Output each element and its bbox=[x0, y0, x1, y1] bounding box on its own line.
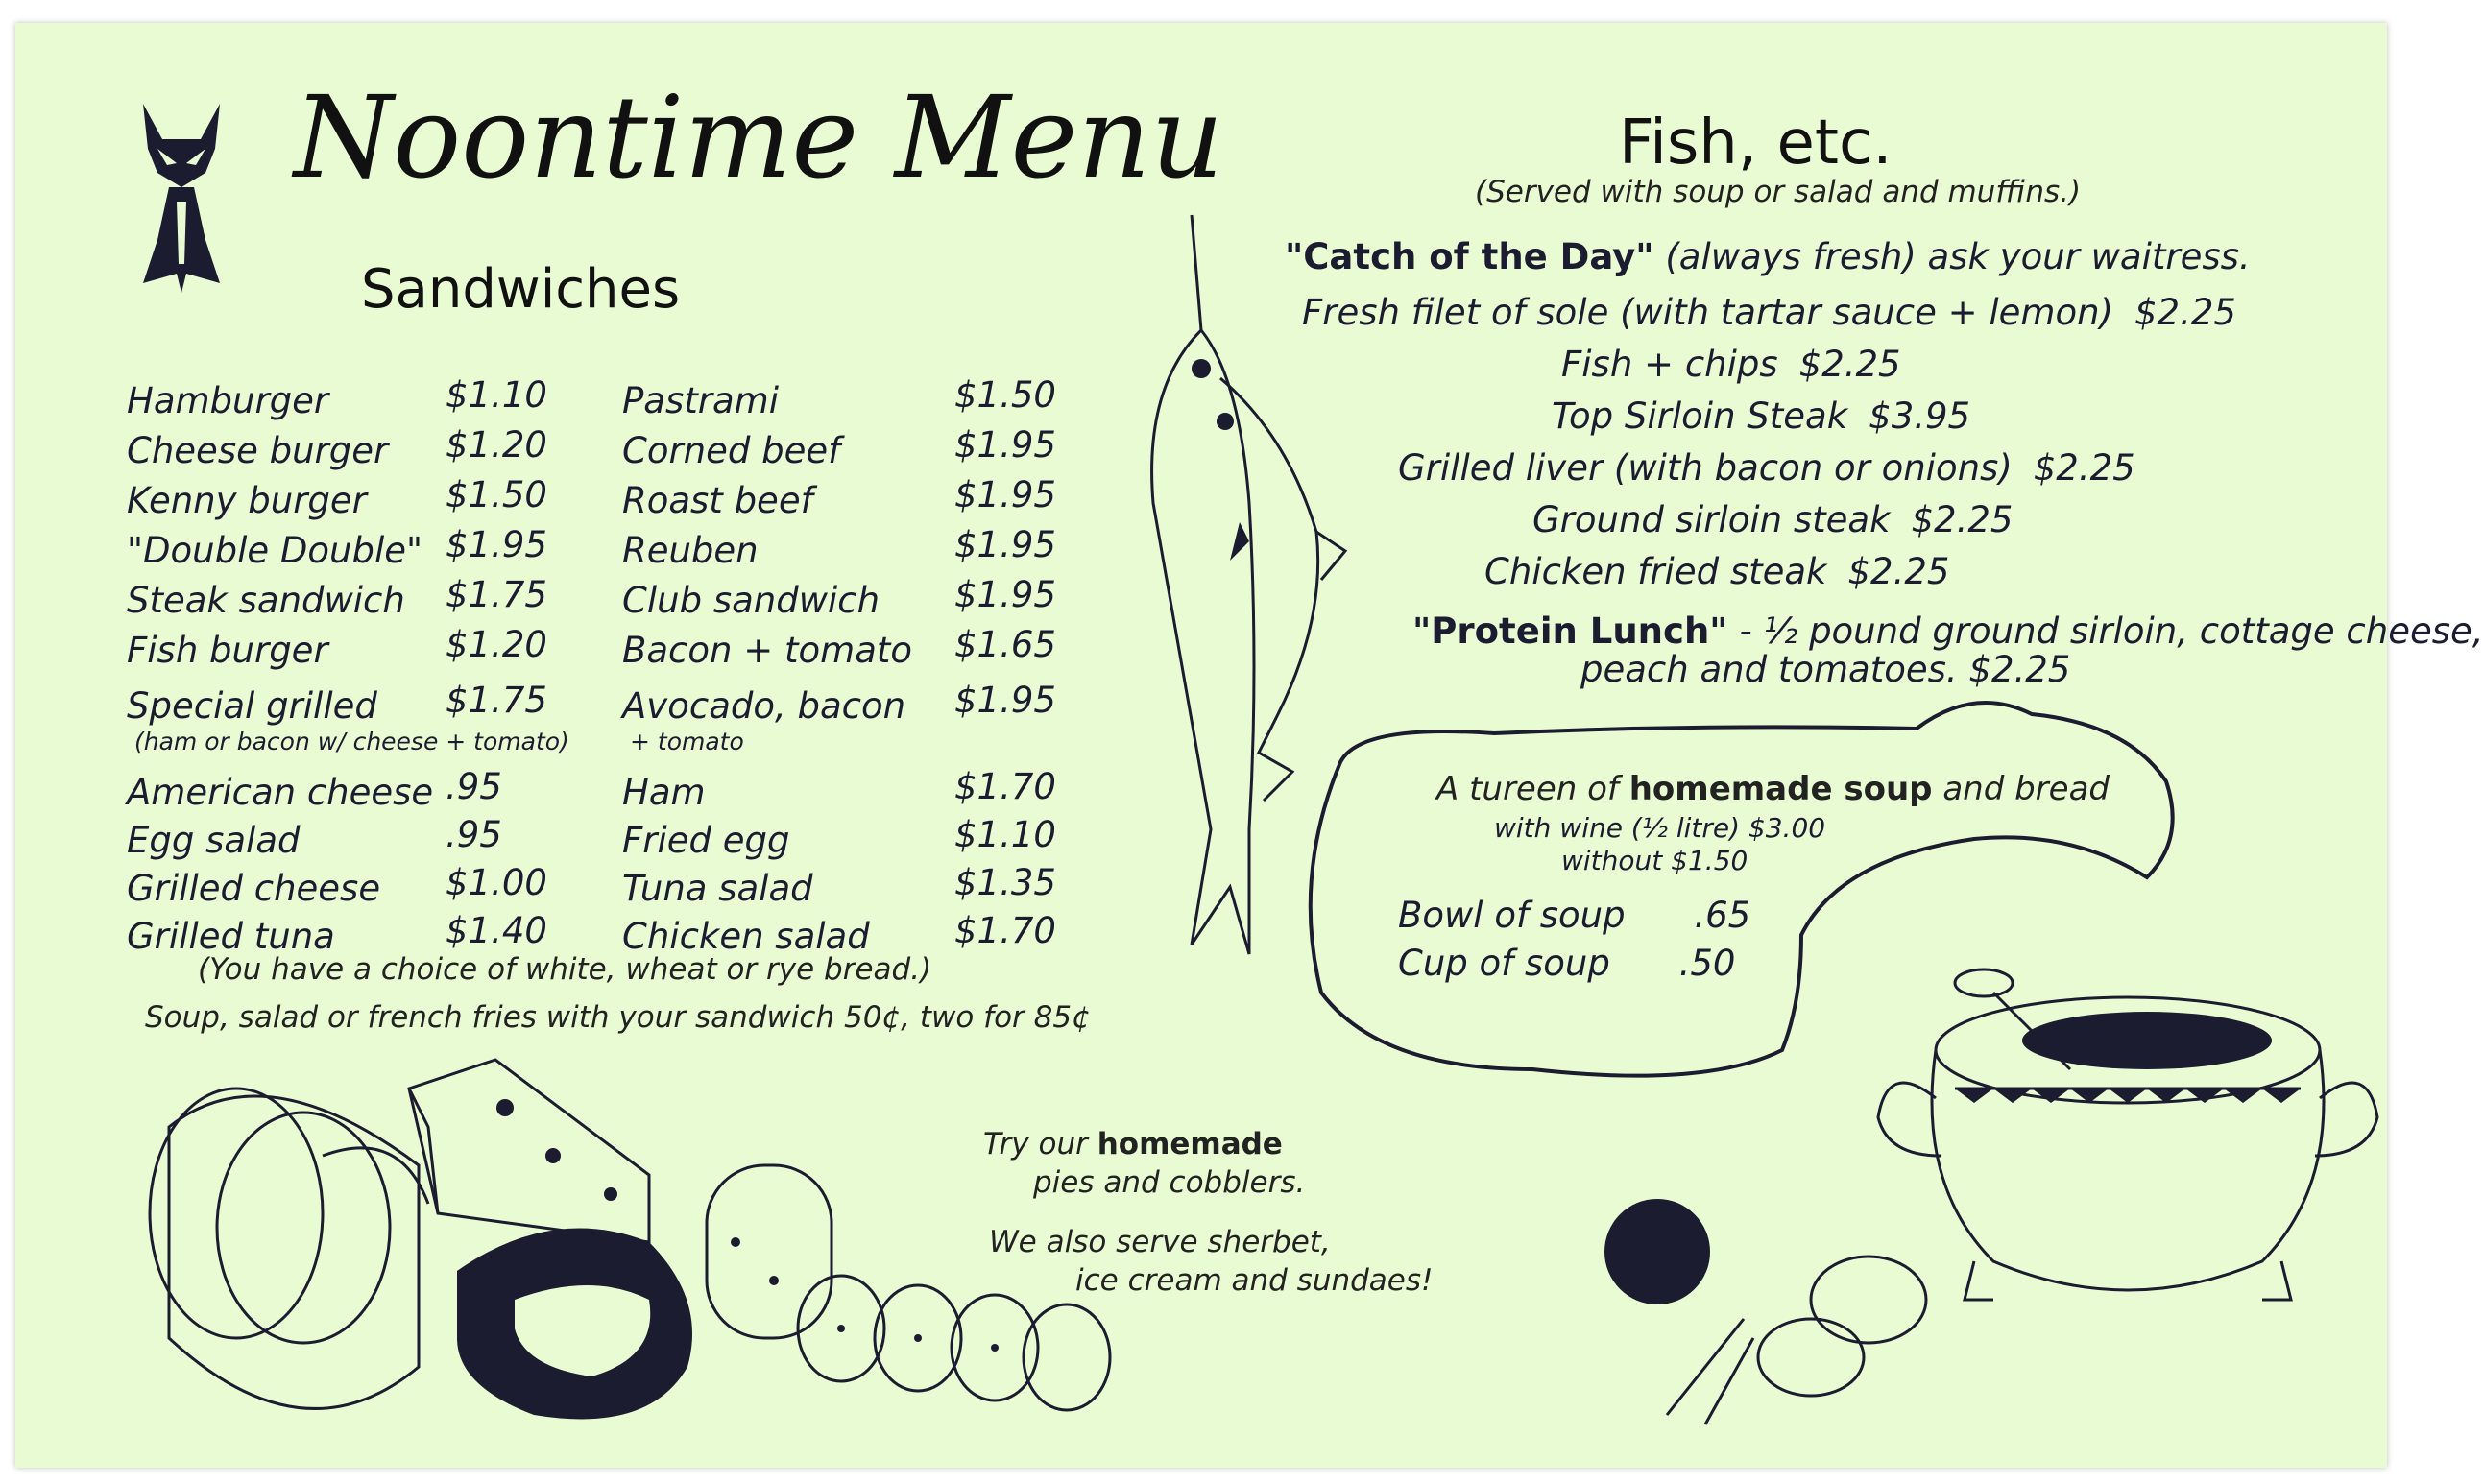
page-title: Noontime Menu bbox=[294, 71, 1224, 203]
sandwich-name: Hamburger bbox=[127, 380, 329, 421]
sandwich-name: Kenny burger bbox=[127, 480, 367, 521]
soup-tureen-illustration bbox=[1571, 935, 2349, 1444]
fish-item-name: Ground sirloin steak bbox=[1532, 499, 1891, 540]
fish-item-name: Top Sirloin Steak bbox=[1552, 395, 1848, 437]
sandwich-price: $1.20 bbox=[446, 624, 547, 665]
sandwich-name: Tuna salad bbox=[622, 868, 813, 909]
cup-of-soup: Cup of soup .50 bbox=[1398, 943, 1736, 984]
fish-subheading: (Served with soup or salad and muffins.) bbox=[1475, 175, 2082, 209]
soup-line-1: A tureen of homemade soup and bread bbox=[1436, 770, 2110, 808]
dessert-line-2: pies and cobblers. bbox=[1033, 1165, 1306, 1200]
sandwich-price: $1.40 bbox=[446, 910, 547, 951]
fish-item-price: $3.95 bbox=[1869, 395, 1971, 437]
sandwich-price: $1.75 bbox=[446, 574, 547, 615]
sandwich-price: $1.95 bbox=[954, 424, 1056, 466]
fish-item-name: Fresh filet of sole (with tartar sauce + lemon) bbox=[1302, 292, 2113, 333]
sandwich-name: Pastrami bbox=[622, 380, 779, 421]
dessert-line-4: ice cream and sundaes! bbox=[1075, 1263, 1434, 1298]
protein-lunch-line-2: peach and tomatoes. $2.25 bbox=[1580, 649, 2071, 690]
sandwich-name: Reuben bbox=[622, 530, 759, 571]
fish-heading: Fish, etc. bbox=[1619, 108, 1893, 179]
sandwich-name: Corned beef bbox=[622, 430, 841, 471]
sandwich-price: $1.50 bbox=[446, 474, 547, 515]
fish-item bbox=[1552, 395, 1970, 437]
sandwich-name: Club sandwich bbox=[622, 580, 880, 621]
dessert-line-3: We also serve sherbet, bbox=[989, 1225, 1331, 1259]
sandwich-name: Steak sandwich bbox=[127, 580, 405, 621]
soup-without: without $1.50 bbox=[1561, 845, 1748, 876]
sandwich-price: $1.65 bbox=[954, 624, 1056, 665]
sandwich-name: Fish burger bbox=[127, 630, 328, 671]
dessert-line-1: Try our homemade bbox=[983, 1127, 1283, 1161]
fish-item bbox=[1561, 344, 1901, 385]
sandwich-price: $1.70 bbox=[954, 766, 1056, 807]
sandwich-price: $1.50 bbox=[954, 374, 1056, 416]
fish-item-name: Fish + chips bbox=[1561, 344, 1778, 385]
sandwich-name: Chicken salad bbox=[622, 916, 870, 957]
sandwich-name: Grilled cheese bbox=[127, 868, 381, 909]
sandwich-price: .95 bbox=[446, 766, 502, 807]
sandwich-price: $1.95 bbox=[954, 474, 1056, 515]
sandwich-price: $1.95 bbox=[954, 680, 1056, 721]
bread-note: (You have a choice of white, wheat or rye bread.) bbox=[198, 952, 932, 987]
fish-item-price: $2.25 bbox=[2134, 292, 2236, 333]
soup-with-wine: with wine (½ litre) $3.00 bbox=[1494, 812, 1826, 844]
sandwich-price: $1.10 bbox=[446, 374, 547, 416]
sandwich-price: $1.10 bbox=[954, 814, 1056, 855]
sandwich-price: $1.95 bbox=[954, 524, 1056, 565]
sides-note: Soup, salad or french fries with your sandwich 50¢, two for 85¢ bbox=[145, 1000, 1091, 1035]
menu-sheet bbox=[15, 23, 2484, 1468]
fish-item-price: $2.25 bbox=[1847, 551, 1950, 592]
sandwich-name: Fried egg bbox=[622, 820, 790, 861]
fish-item-name: Chicken fried steak bbox=[1484, 551, 1827, 592]
sandwich-name: Avocado, bacon bbox=[622, 685, 906, 727]
fish-item-price: $2.25 bbox=[2033, 447, 2135, 489]
fox-logo-icon bbox=[129, 96, 234, 298]
sandwich-name: Cheese burger bbox=[127, 430, 389, 471]
sandwich-price: .95 bbox=[446, 814, 502, 855]
sandwich-price: $1.95 bbox=[446, 524, 547, 565]
sandwich-name: Grilled tuna bbox=[127, 916, 335, 957]
sandwich-subtext: + tomato bbox=[630, 728, 744, 755]
sandwich-price: $1.00 bbox=[446, 862, 547, 903]
sandwich-price: $1.35 bbox=[954, 862, 1056, 903]
fish-item bbox=[1484, 551, 1949, 592]
sandwich-price: $1.75 bbox=[446, 680, 547, 721]
fish-item-name: Grilled liver (with bacon or onions) bbox=[1398, 447, 2013, 489]
catch-of-the-day: "Catch of the Day" (always fresh) ask your waitress. bbox=[1285, 236, 2251, 277]
fish-item bbox=[1302, 292, 2236, 333]
sandwich-name: Ham bbox=[622, 772, 706, 813]
sandwich-name: Egg salad bbox=[127, 820, 301, 861]
sandwiches-heading: Sandwiches bbox=[361, 258, 681, 321]
sandwich-name: Roast beef bbox=[622, 480, 813, 521]
fish-item-price: $2.25 bbox=[1798, 344, 1901, 385]
sandwich-price: $1.70 bbox=[954, 910, 1056, 951]
fish-item-price: $2.25 bbox=[1911, 499, 2014, 540]
sandwich-name: "Double Double" bbox=[127, 530, 423, 571]
sandwich-price: $1.95 bbox=[954, 574, 1056, 615]
sandwich-name: Special grilled bbox=[127, 685, 377, 727]
sandwich-name: Bacon + tomato bbox=[622, 630, 913, 671]
protein-lunch: "Protein Lunch" - ½ pound ground sirloin, cottage cheese, bbox=[1412, 610, 2484, 652]
sandwich-subtext: (ham or bacon w/ cheese + tomato) bbox=[134, 728, 569, 755]
sandwich-price: $1.20 bbox=[446, 424, 547, 466]
fish-item bbox=[1398, 447, 2135, 489]
fish-item bbox=[1532, 499, 2013, 540]
bowl-of-soup: Bowl of soup .65 bbox=[1398, 895, 1751, 936]
sandwich-name: American cheese bbox=[127, 772, 434, 813]
bread-cheese-illustration bbox=[111, 1050, 1120, 1453]
